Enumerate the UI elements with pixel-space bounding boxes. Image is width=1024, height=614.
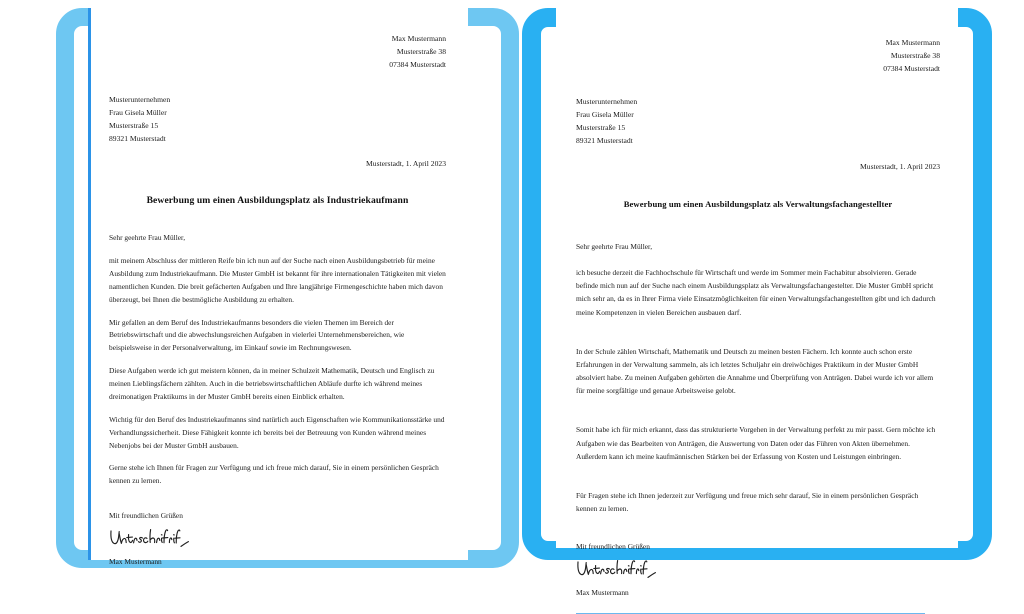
signer-name: Max Mustermann bbox=[109, 556, 162, 566]
recipient-company: Musterunternehmen bbox=[576, 97, 638, 107]
body-paragraph: ich besuche derzeit die Fachhochschule für Wirtschaft und werde im Sommer mein Fachabitur absolvieren. Gerade befinde mich nun auf der Suche nach einem Ausbildungsplatz als Verwaltungsfachangestelter. Die Muster GmbH spricht mich sehr an, da es in Ihrer Firma viele Einsatzmöglichkeiten für einen Verwaltungsfachangestellten gibt und ich dadurch meine Kompetenzen in vielen Bereichen ausbauen darf. bbox=[576, 268, 936, 317]
body-paragraph: Diese Aufgaben werde ich gut meistern können, da in meiner Schulzeit Mathematik, Deutsch und Englisch zu meinen Lieblingsfächern zählten. Auch in die betriebswirtschaftlichen Abläufe durfte ich während meines dreimonatigen Praktikums in der Muster GmbH bereits einen Einblick erhalten. bbox=[109, 366, 435, 401]
letter-subject: Bewerbung um einen Ausbildungsplatz als Verwaltungsfachangestellter bbox=[623, 199, 893, 210]
sender-street: Musterstraße 38 bbox=[890, 51, 940, 61]
recipient-street: Musterstraße 15 bbox=[109, 121, 159, 131]
salutation: Sehr geehrte Frau Müller, bbox=[576, 242, 653, 252]
signature-image bbox=[109, 527, 201, 553]
sender-name: Max Mustermann bbox=[391, 34, 446, 43]
letter-page-verwaltungsfachangestellter bbox=[556, 8, 958, 597]
letter-subject: Bewerbung um einen Ausbildungsplatz als Industriekaufmann bbox=[146, 195, 409, 207]
closing-phrase: Mit freundlichen Grüßen bbox=[576, 542, 650, 552]
recipient-address-block bbox=[576, 95, 940, 147]
date-line: Musterstadt, 1. April 2023 bbox=[860, 162, 940, 172]
recipient-city: 89321 Musterstadt bbox=[109, 134, 166, 144]
recipient-city: 89321 Musterstadt bbox=[576, 136, 633, 146]
sender-address-block bbox=[109, 32, 446, 71]
signature-image bbox=[576, 558, 668, 584]
body-paragraph: Für Fragen stehe ich Ihnen jederzeit zur Verfügung und freue mich sehr darauf, Sie in einem persönlichen Gespräch kennen zu lernen. bbox=[576, 490, 919, 514]
recipient-address-block bbox=[109, 93, 446, 145]
recipient-contact: Frau Gisela Müller bbox=[576, 110, 634, 120]
sender-street: Musterstraße 38 bbox=[396, 47, 446, 57]
body-paragraph: Wichtig für den Beruf des Industriekaufmanns sind natürlich auch Eigenschaften wie Kommunikationsstärke und Verhandlungssicherheit. Diese Fähigkeit konnte ich bereits bei der Betreuung von Kunden während meines Nebenjobs bei der Muster GmbH ausbauen. bbox=[109, 414, 445, 450]
sender-name: Max Mustermann bbox=[885, 38, 940, 47]
recipient-street: Musterstraße 15 bbox=[576, 123, 626, 133]
body-paragraph: In der Schule zählen Wirtschaft, Mathematik und Deutsch zu meinen besten Fächern. Ich konnte auch schon erste Erfahrungen in der Verwaltung sammeln, als ich letztes Schuljahr ein dreiwöchiges Praktikum in der Muster GmbH absolviert habe. Zu meinen Aufgaben gehörten die Annahme und Überprüfung von Anträgen. Dabei wurde ich vor allem für meine sorgfältige und genaue Arbeitsweise gelobt. bbox=[576, 346, 934, 396]
sender-address-block bbox=[576, 36, 940, 75]
salutation: Sehr geehrte Frau Müller, bbox=[109, 233, 186, 243]
letter-page-industriekaufmann bbox=[88, 8, 468, 566]
body-paragraph: Mir gefallen an dem Beruf des Industriekaufmanns besonders die vielen Themen im Bereich der Betriebswirtschaft und die abwechslungsreichen Aufgaben in vielerlei Unternehmensbereichen, wie beispielsweise in der Personalverwaltung, im Einkauf sowie im Rechnungswesen. bbox=[109, 317, 405, 353]
body-paragraph: mit meinem Abschluss der mittleren Reife bin ich nun auf der Suche nach einen Ausbildungsbetrieb für meine Ausbildung zum Industriekaufmann. Die Muster GmbH ist bekannt für ihre internationalen Tätigkeiten mit vielen namentlichen Kunden. Die breit gefächerten Aufgaben und Ihre langjährige Firmengeschichte haben mich davon überzeugt, bei Ihnen die bestmögliche Ausbildung zu erhalten. bbox=[109, 256, 446, 304]
sender-city: 07384 Musterstadt bbox=[883, 64, 940, 74]
body-paragraph: Somit habe ich für mich erkannt, dass das strukturierte Vorgehen in der Verwaltung perfekt zu mir passt. Gern möchte ich Aufgaben wie das Bearbeiten von Anträgen, die Auswertung von Daten oder das Führen von Akten übernehmen. Außerdem kann ich meine kaufmännischen Stärken bei der Erfassung von Kosten und Leistungen einbringen. bbox=[576, 425, 936, 461]
signer-name: Max Mustermann bbox=[576, 587, 629, 597]
closing-phrase: Mit freundlichen Grüßen bbox=[109, 511, 183, 521]
body-paragraph: Gerne stehe ich Ihnen für Fragen zur Verfügung und ich freue mich darauf, Sie in einem persönlichen Gespräch kennen zu lernen. bbox=[109, 463, 439, 486]
recipient-company: Musterunternehmen bbox=[109, 95, 171, 105]
date-line: Musterstadt, 1. April 2023 bbox=[366, 159, 446, 169]
sender-city: 07384 Musterstadt bbox=[389, 60, 446, 70]
recipient-contact: Frau Gisela Müller bbox=[109, 108, 167, 118]
